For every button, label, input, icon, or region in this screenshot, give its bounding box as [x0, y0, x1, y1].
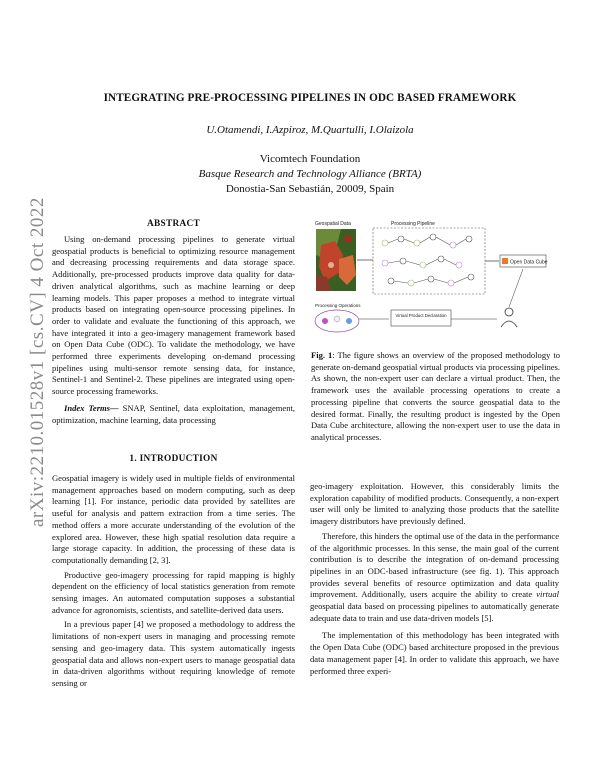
index-terms-text: SNAP, Sentinel, data exploitation, management, optimization, machine learning, data processing: [52, 402, 296, 425]
arrow-user-odc: [509, 269, 523, 307]
odc-label: Open Data Cube: [510, 259, 548, 266]
odc-cube-icon: [502, 258, 508, 264]
index-terms: [52, 403, 295, 426]
abstract-heading: ABSTRACT: [146, 219, 201, 229]
right-paragraph-1: geo-imagery exploitation. However, this considerably limits the exploration capability of modified products. Consequently, a non-expert user will only be limited to analyzing those products that the satellite imagery distributors have previously defined.: [310, 481, 559, 527]
pipeline-label: Processing Pipeline: [391, 221, 435, 227]
figure-1-diagram: [313, 215, 558, 345]
figure-1: [313, 215, 558, 345]
intro-paragraph-1: Geospatial imagery is widely used in multiple fields of environmental management approaches based on modern computing, such as deep learning [1]. For instance, periodic data provided by satellites are useful for analysis and pattern extraction from a time series. The method offers a more accurate understanding of the evolution of the explored area. However, these high spatial resolution data require a large storage capacity. In addition, the processing of these data is computationally demanding [2, 3].: [52, 473, 295, 565]
arxiv-stamp: arXiv:2210.01528v1 [cs.CV] 4 Oct 2022: [27, 197, 48, 527]
satellite-map-image: [316, 229, 356, 291]
intro-section: [52, 454, 295, 690]
ops-nodes: [322, 316, 352, 324]
virtual-product-label: Virtual Product Declaration: [395, 313, 447, 318]
right-paragraph-2-tail: geospatial data based on processing pipelines to automatically generate adequate data to train and use data-driven models [5].: [310, 601, 559, 623]
figure-caption: [311, 350, 560, 444]
right-paragraph-3: The implementation of this methodology has been integrated with the Open Data Cube (ODC) based architecture proposed in the previous data management paper [4]. In order to validate this approach, we have performed three experi-: [310, 630, 559, 676]
right-paragraph-2: [310, 531, 559, 625]
ops-label: Processing Operations: [315, 303, 361, 308]
right-paragraph-2-emphasis: virtual: [536, 589, 559, 600]
intro-paragraph-3: In a previous paper [4] we proposed a methodology to address the limitations of non-expert users in managing and processing remote sensing and geo-imagery data. This system automatically ingests geospatial data and allows non-expert users to manage geospatial data in data-driven algorithms without requiring knowledge of remote sensing or: [52, 619, 295, 688]
pipeline-graph: [382, 234, 474, 286]
user-icon: [501, 308, 517, 327]
index-terms-label: Index Terms—: [64, 402, 119, 413]
intro-paragraph-2: Productive geo-imagery processing for rapid mapping is highly dependent on the efficiency of local statistics generation from remote sensing images. An automated computation supposes a substantial advance for agronomists, scientists, and satellite-derived data users.: [52, 569, 295, 615]
intro-heading: 1. INTRODUCTION: [129, 454, 218, 464]
figure-caption-label: Fig. 1: [311, 350, 333, 360]
affiliation-alliance: Basque Research and Technology Alliance (BRTA): [198, 168, 422, 180]
geo-label: Geospatial Data: [315, 221, 351, 227]
right-paragraph-2-text: Therefore, this hinders the optimal use of the data in the performance of the algorithmic processes. In this sense, the main goal of the current contribution is to describe the integration of on-demand processing pipelines in an ODC-based infrastructure (see fig. 1). This approach provides several benefits of resource optimization and data quality improvement. Additionally, users acquire the ability to create: [310, 530, 559, 600]
right-column: [310, 481, 559, 677]
abstract-section: [52, 219, 295, 426]
figure-caption-text: : The figure shows an overview of the proposed methodology to generate on-demand geospatial virtual products via processing pipelines. As shown, the non-expert user can declare a virtual product. Then, the framework uses the available processing operations to create a processing pipeline that converts the source geospatial data to the desired format. Finally, the resulting product is ingested by the Open Data Cube architecture, allowing the non-expert user to use the data in analytical processes.: [311, 350, 561, 442]
affiliation-org: Vicomtech Foundation: [259, 153, 361, 165]
paper-title: INTEGRATING PRE-PROCESSING PIPELINES IN ODC BASED FRAMEWORK: [103, 92, 517, 104]
abstract-text: Using on-demand processing pipelines to generate virtual geospatial products is beneficial to optimizing resource management and decreasing processing requirements and data storage space. Additionally, pre-processed products improve data quality for data-driven analytical algorithms, such as machine learning or deep learning models. This paper proposes a method to integrate virtual products based on integrating open-source processing pipelines. In order to validate and evaluate the functioning of this approach, we have integrated it into a geo-imagery management framework based on Open Data Cube (ODC). To validate the methodology, we have performed three experiments developing on-demand processing pipelines using multi-sensor remote sensing data, for instance, Sentinel-1 and Sentinel-2. These pipelines are integrated using open-source processing frameworks.: [52, 234, 295, 397]
authors: U.Otamendi, I.Azpiroz, M.Quartulli, I.Olaizola: [206, 124, 414, 136]
affiliation-location: Donostia-San Sebastián, 20009, Spain: [225, 183, 395, 195]
